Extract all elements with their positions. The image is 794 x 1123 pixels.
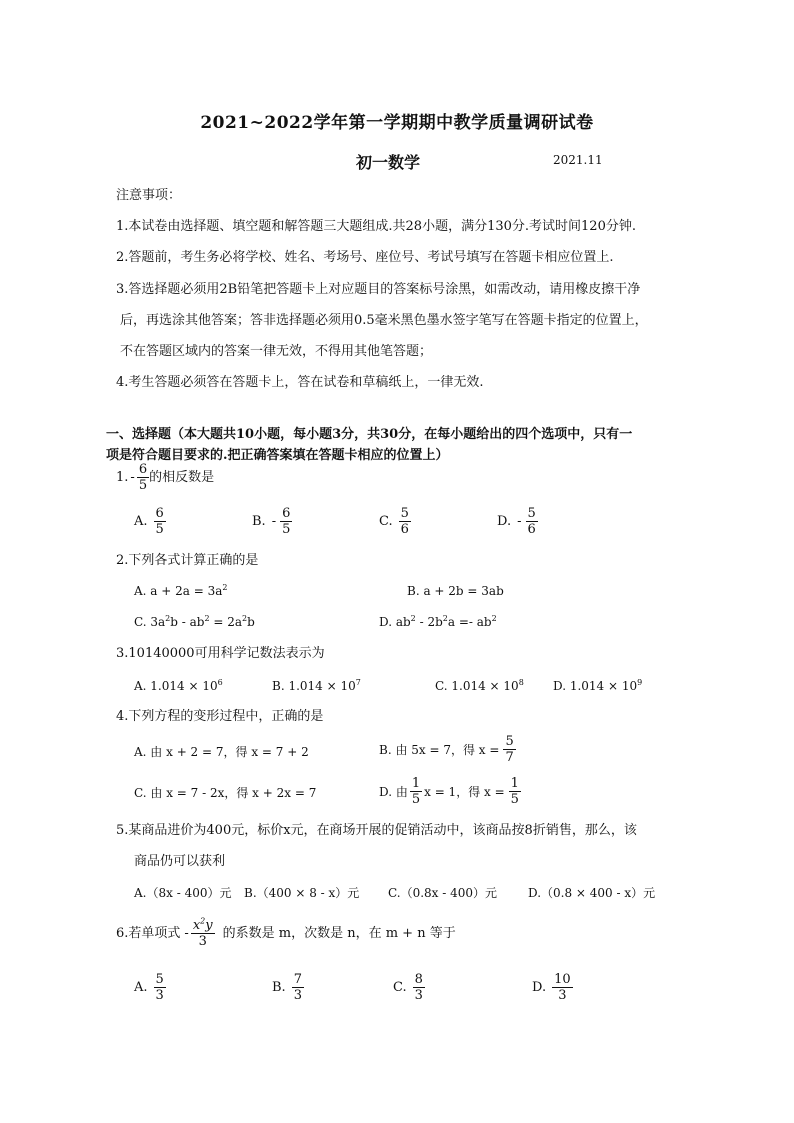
q3-c-exp: 8 [518, 678, 524, 687]
q1-d-den: 6 [527, 522, 536, 537]
question-2-stem: 2.下列各式计算正确的是 [116, 553, 259, 568]
q2-d-s2: 2 [442, 614, 448, 623]
q1-c-den: 6 [400, 522, 409, 537]
q4-option-b [379, 734, 516, 765]
q3-b-exp: 7 [355, 678, 361, 687]
q1-d-fraction [526, 506, 538, 537]
q1-option-c [379, 506, 411, 537]
page-title: 2021~2022学年第一学期期中教学质量调研试卷 [200, 113, 594, 133]
q1-a-label: A. [134, 513, 148, 529]
q2-option-d [379, 614, 497, 630]
q6-c-label: C. [393, 979, 407, 995]
q2-c-3: = 2a [209, 615, 243, 629]
exam-date: 2021.11 [553, 153, 603, 167]
notice-heading: 注意事项： [116, 188, 182, 203]
q6-num [191, 918, 215, 934]
q4-b-den: 7 [505, 750, 514, 765]
q6-neg: - [184, 925, 189, 941]
q3-d-text: D. 1.014 × 10 [553, 679, 638, 693]
q5-option-a: A.（8x - 400）元 [134, 886, 232, 900]
question-5-line2: 商品仍可以获利 [134, 854, 226, 869]
q4-d-den-2: 5 [510, 792, 519, 807]
q6-b-label: B. [272, 979, 286, 995]
q2-d-s1: 2 [410, 614, 416, 623]
q6-option-a [134, 972, 166, 1003]
q1-prefix: 1. [116, 469, 129, 485]
q6-den: 3 [198, 934, 207, 949]
q2-d-3: a =- ab [447, 615, 492, 629]
question-3-stem: 3.10140000可用科学记数法表示为 [116, 646, 325, 661]
q3-b-text: B. 1.014 × 10 [272, 679, 356, 693]
notice-item-3-cont: 后，再选涂其他答案；答非选择题必须用0.5毫米黑色墨水签字笔写在答题卡指定的位置上， [120, 313, 648, 328]
q1-num: 6 [138, 462, 148, 477]
q4-option-a: A. 由 x + 2 = 7，得 x = 7 + 2 [134, 745, 309, 759]
q6-a-num: 5 [155, 972, 164, 987]
q4-option-c: C. 由 x = 7 - 2x，得 x + 2x = 7 [134, 786, 317, 800]
q2-d-s3: 2 [491, 614, 497, 623]
q1-a-fraction [154, 506, 166, 537]
q3-a-exp: 6 [217, 678, 223, 687]
q3-c-text: C. 1.014 × 10 [435, 679, 519, 693]
q4-d-num-2: 1 [510, 776, 519, 791]
q6-b-den: 3 [293, 988, 302, 1003]
q4-d-pre: D. 由 [379, 784, 408, 799]
q1-b-fraction [280, 506, 292, 537]
q6-c-fraction [413, 972, 425, 1003]
notice-item-1: 1.本试卷由选择题、填空题和解答题三大题组成.共28小题，满分130分.考试时间120分钟. [116, 219, 636, 234]
notice-item-2: 2.答题前，考生务必将学校、姓名、考场号、座位号、考试号填写在答题卡相应位置上. [116, 250, 614, 265]
q5-option-b: B.（400 × 8 - x）元 [244, 886, 360, 900]
q2-option-b: B. a + 2b = 3ab [407, 584, 504, 598]
q1-b-num: 6 [282, 506, 291, 521]
q4-d-mid: x = 1，得 x = [424, 784, 505, 799]
q2-c-s1: 2 [165, 614, 171, 623]
q3-option-c [435, 678, 524, 694]
notice-item-3-cont2: 不在答题区域内的答案一律无效，不得用其他笔答题； [120, 344, 433, 359]
question-6-stem [116, 918, 456, 949]
q6-d-num: 10 [554, 972, 571, 987]
q6-option-d [532, 972, 573, 1003]
notice-item-4: 4.考生答题必须答在答题卡上，答在试卷和草稿纸上，一律无效. [116, 375, 484, 390]
q1-b-label: B. [252, 513, 266, 529]
q3-a-text: A. 1.014 × 10 [134, 679, 218, 693]
q6-num-y: y [205, 918, 213, 933]
q2-option-a [134, 583, 228, 599]
q2-d-2: - 2b [415, 615, 443, 629]
q6-option-b [272, 972, 304, 1003]
q6-option-c [393, 972, 425, 1003]
q1-b-den: 5 [282, 522, 291, 537]
q1-d-sign: - [517, 513, 522, 529]
q2-c-2: b - ab [170, 615, 205, 629]
q3-d-exp: 9 [637, 678, 643, 687]
q4-d-fraction-1 [410, 776, 422, 807]
q4-b-fraction [503, 734, 515, 765]
question-4-stem: 4.下列方程的变形过程中，正确的是 [116, 709, 324, 724]
q5-option-d: D.（0.8 × 400 - x）元 [528, 886, 656, 900]
q1-c-fraction [399, 506, 411, 537]
q5-option-c: C.（0.8x - 400）元 [388, 886, 498, 900]
q6-b-num: 7 [293, 972, 302, 987]
q2-a-text: A. a + 2a = 3a [134, 584, 223, 598]
q6-num-base: x [192, 918, 201, 933]
q4-option-d [379, 776, 521, 807]
q1-option-b [252, 506, 292, 537]
q1-suffix: 的相反数是 [149, 469, 215, 485]
q6-a-den: 3 [155, 988, 164, 1003]
q3-option-b [272, 678, 361, 694]
q1-a-den: 5 [155, 522, 164, 537]
q1-b-sign: - [271, 513, 277, 529]
q3-option-a [134, 678, 223, 694]
q1-den: 5 [138, 478, 148, 493]
q2-option-c [134, 614, 255, 630]
notice-item-3: 3.答选择题必须用2B铅笔把答题卡上对应题目的答案标号涂黑，如需改动，请用橡皮擦干净 [116, 282, 641, 297]
q2-c-1: C. 3a [134, 615, 166, 629]
q4-b-pre: B. 由 5x = 7，得 x = [379, 742, 500, 757]
q2-a-sup: 2 [222, 583, 228, 592]
q6-b-fraction [292, 972, 304, 1003]
q1-c-label: C. [379, 513, 393, 529]
q1-d-num: 5 [527, 506, 536, 521]
q2-c-4: b [247, 615, 255, 629]
q1-fraction [137, 462, 149, 493]
q4-d-fraction-2 [509, 776, 521, 807]
q6-num-exp: 2 [200, 916, 206, 926]
q6-c-num: 8 [414, 972, 423, 987]
q3-option-d [553, 678, 642, 694]
q4-d-den-1: 5 [411, 792, 421, 807]
subject-title: 初一数学 [356, 153, 421, 172]
q6-a-label: A. [134, 979, 148, 995]
q2-d-1: D. ab [379, 615, 411, 629]
question-1-stem [116, 462, 214, 493]
q6-fraction [191, 918, 215, 949]
section-heading-line1: 一、选择题（本大题共10小题，每小题3分，共30分，在每小题给出的四个选项中，只有一 [106, 427, 633, 442]
q6-d-den: 3 [558, 988, 567, 1003]
q1-a-num: 6 [155, 506, 164, 521]
q6-a-fraction [154, 972, 166, 1003]
question-5-line1: 5.某商品进价为400元，标价x元，在商场开展的促销活动中，该商品按8折销售，那么，该 [116, 823, 637, 838]
q2-c-s2: 2 [204, 614, 210, 623]
q6-prefix: 6.若单项式 [116, 925, 181, 941]
q6-suffix: 的系数是 m，次数是 n，在 m + n 等于 [222, 925, 456, 941]
q1-option-d [497, 506, 538, 537]
q6-d-fraction [552, 972, 573, 1003]
section-heading-line2: 项是符合题目要求的.把正确答案填在答题卡相应的位置上） [106, 448, 449, 463]
q6-d-label: D. [532, 979, 547, 995]
q1-option-a [134, 506, 166, 537]
q4-d-num-1: 1 [411, 776, 421, 791]
q4-b-num: 5 [505, 734, 514, 749]
q1-neg: - [130, 469, 135, 485]
q6-c-den: 3 [414, 988, 423, 1003]
q1-d-label: D. [497, 513, 512, 529]
q1-c-num: 5 [400, 506, 409, 521]
q2-c-s3: 2 [242, 614, 248, 623]
